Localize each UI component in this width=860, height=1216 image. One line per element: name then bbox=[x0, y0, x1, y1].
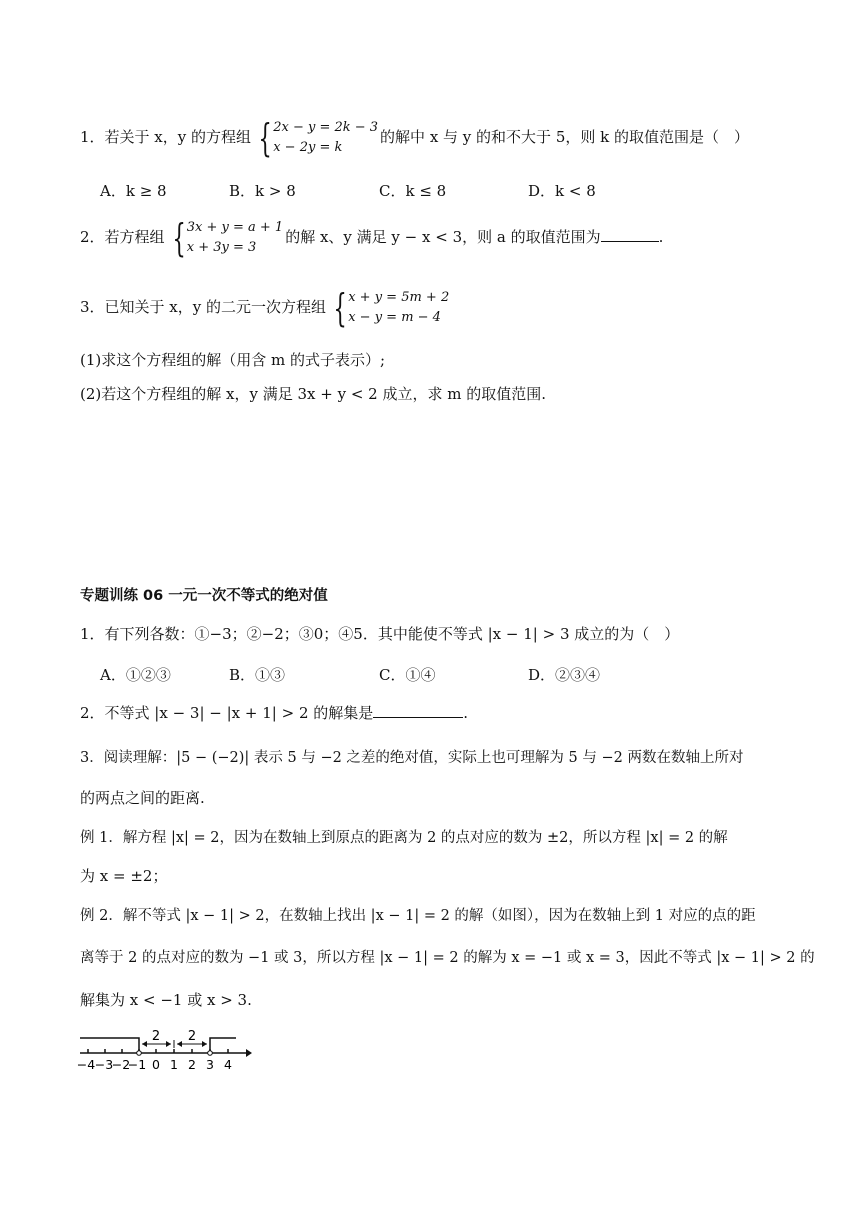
right-distance-label: 2 bbox=[187, 1029, 197, 1044]
number-line-figure bbox=[74, 1024, 274, 1074]
q3-eq1: x + y = 5m + 2 bbox=[348, 290, 450, 305]
q3-line bbox=[80, 288, 451, 328]
q3-part2: (2)若这个方程组的解 x，y 满足 3x + y < 2 成立，求 m 的取值范围. bbox=[80, 385, 547, 403]
q2-prefix: 2．若方程组 bbox=[80, 228, 165, 246]
tick-label: −1 bbox=[127, 1057, 147, 1072]
example1-line1: 例 1．解方程 |x| = 2，因为在数轴上到原点的距离为 2 的点对应的数为 ±2，所以方程 |x| = 2 的解 bbox=[80, 830, 728, 846]
section-q2-line bbox=[80, 703, 468, 723]
q2-equation-system: { 3x + y = a + 1 x + 3y = 3 bbox=[171, 216, 284, 260]
q1-eq1: 2x − y = 2k − 3 bbox=[273, 120, 379, 135]
example2-line3: 解集为 x < −1 或 x > 3. bbox=[80, 991, 252, 1009]
q1-line bbox=[80, 118, 749, 158]
open-point-minus-1 bbox=[137, 1051, 142, 1056]
q2-line bbox=[80, 218, 663, 258]
tick-label: −2 bbox=[111, 1057, 131, 1072]
tick-label: 0 bbox=[152, 1057, 160, 1072]
q1-option-d: D．k < 8 bbox=[528, 182, 596, 200]
tick-label: −3 bbox=[94, 1057, 114, 1072]
left-solution-ray bbox=[80, 1038, 139, 1053]
q3-eq2: x − y = m − 4 bbox=[348, 310, 441, 325]
section-q2-text: 2．不等式 |x − 3| − |x + 1| > 2 的解集是 bbox=[80, 704, 374, 722]
q1-suffix: 的解中 x 与 y 的和不大于 5，则 k 的取值范围是（ ） bbox=[380, 128, 749, 146]
section-q3-line2: 的两点之间的距离. bbox=[80, 789, 205, 807]
q1-option-b: B．k > 8 bbox=[229, 182, 296, 200]
q2-eq1: 3x + y = a + 1 bbox=[186, 220, 284, 235]
q1-option-a: A．k ≥ 8 bbox=[100, 182, 167, 200]
q2-end: . bbox=[658, 228, 664, 246]
q1-prefix: 1．若关于 x，y 的方程组 bbox=[80, 128, 252, 146]
open-point-3 bbox=[208, 1051, 213, 1056]
q2-middle: 的解 x、y 满足 y − x < 3，则 a 的取值范围为 bbox=[285, 228, 601, 246]
q3-equation-system: { x + y = 5m + 2 x − y = m − 4 bbox=[333, 286, 450, 330]
tick-label: 3 bbox=[206, 1057, 214, 1072]
section-q1-option-d: D．②③④ bbox=[528, 666, 601, 684]
section-q3-line1: 3．阅读理解：|5 − (−2)| 表示 5 与 −2 之差的绝对值，实际上也可理解为 5 与 −2 两数在数轴上所对 bbox=[80, 750, 744, 766]
q2-answer-blank[interactable] bbox=[601, 227, 659, 242]
tick-label: −4 bbox=[76, 1057, 96, 1072]
section-q2-answer-blank[interactable] bbox=[373, 703, 463, 718]
q1-equation-system: { 2x − y = 2k − 3 x − 2y = k bbox=[258, 116, 379, 160]
q2-eq2: x + 3y = 3 bbox=[186, 240, 257, 255]
q3-prefix: 3．已知关于 x，y 的二元一次方程组 bbox=[80, 298, 327, 316]
tick-label: 1 bbox=[170, 1057, 178, 1072]
section-title: 专题训练 06 一元一次不等式的绝对值 bbox=[80, 588, 328, 604]
example2-line2: 离等于 2 的点对应的数为 −1 或 3，所以方程 |x − 1| = 2 的解为 x = −1 或 x = 3，因此不等式 |x − 1| > 2 的 bbox=[80, 950, 815, 966]
example2-line1: 例 2．解不等式 |x − 1| > 2，在数轴上找出 |x − 1| = 2 的解（如图），因为在数轴上到 1 对应的点的距 bbox=[80, 908, 756, 924]
example1-line2: 为 x = ±2； bbox=[80, 867, 168, 885]
tick-label: 2 bbox=[188, 1057, 196, 1072]
q1-eq2: x − 2y = k bbox=[273, 140, 343, 155]
left-distance-label: 2 bbox=[151, 1029, 161, 1044]
section-q1-option-a: A．①②③ bbox=[100, 666, 171, 684]
right-solution-ray bbox=[210, 1038, 236, 1053]
axis-arrow bbox=[246, 1049, 252, 1057]
q3-part1: (1)求这个方程组的解（用含 m 的式子表示）; bbox=[80, 351, 386, 369]
section-q1-option-b: B．①③ bbox=[229, 666, 286, 684]
q1-option-c: C．k ≤ 8 bbox=[379, 182, 447, 200]
section-q1-option-c: C．①④ bbox=[379, 666, 436, 684]
section-q1-text: 1．有下列各数：①−3；②−2；③0；④5．其中能使不等式 |x − 1| > 3 成立的为（ ） bbox=[80, 625, 680, 643]
section-q2-end: . bbox=[463, 704, 469, 722]
tick-label: 4 bbox=[224, 1057, 232, 1072]
